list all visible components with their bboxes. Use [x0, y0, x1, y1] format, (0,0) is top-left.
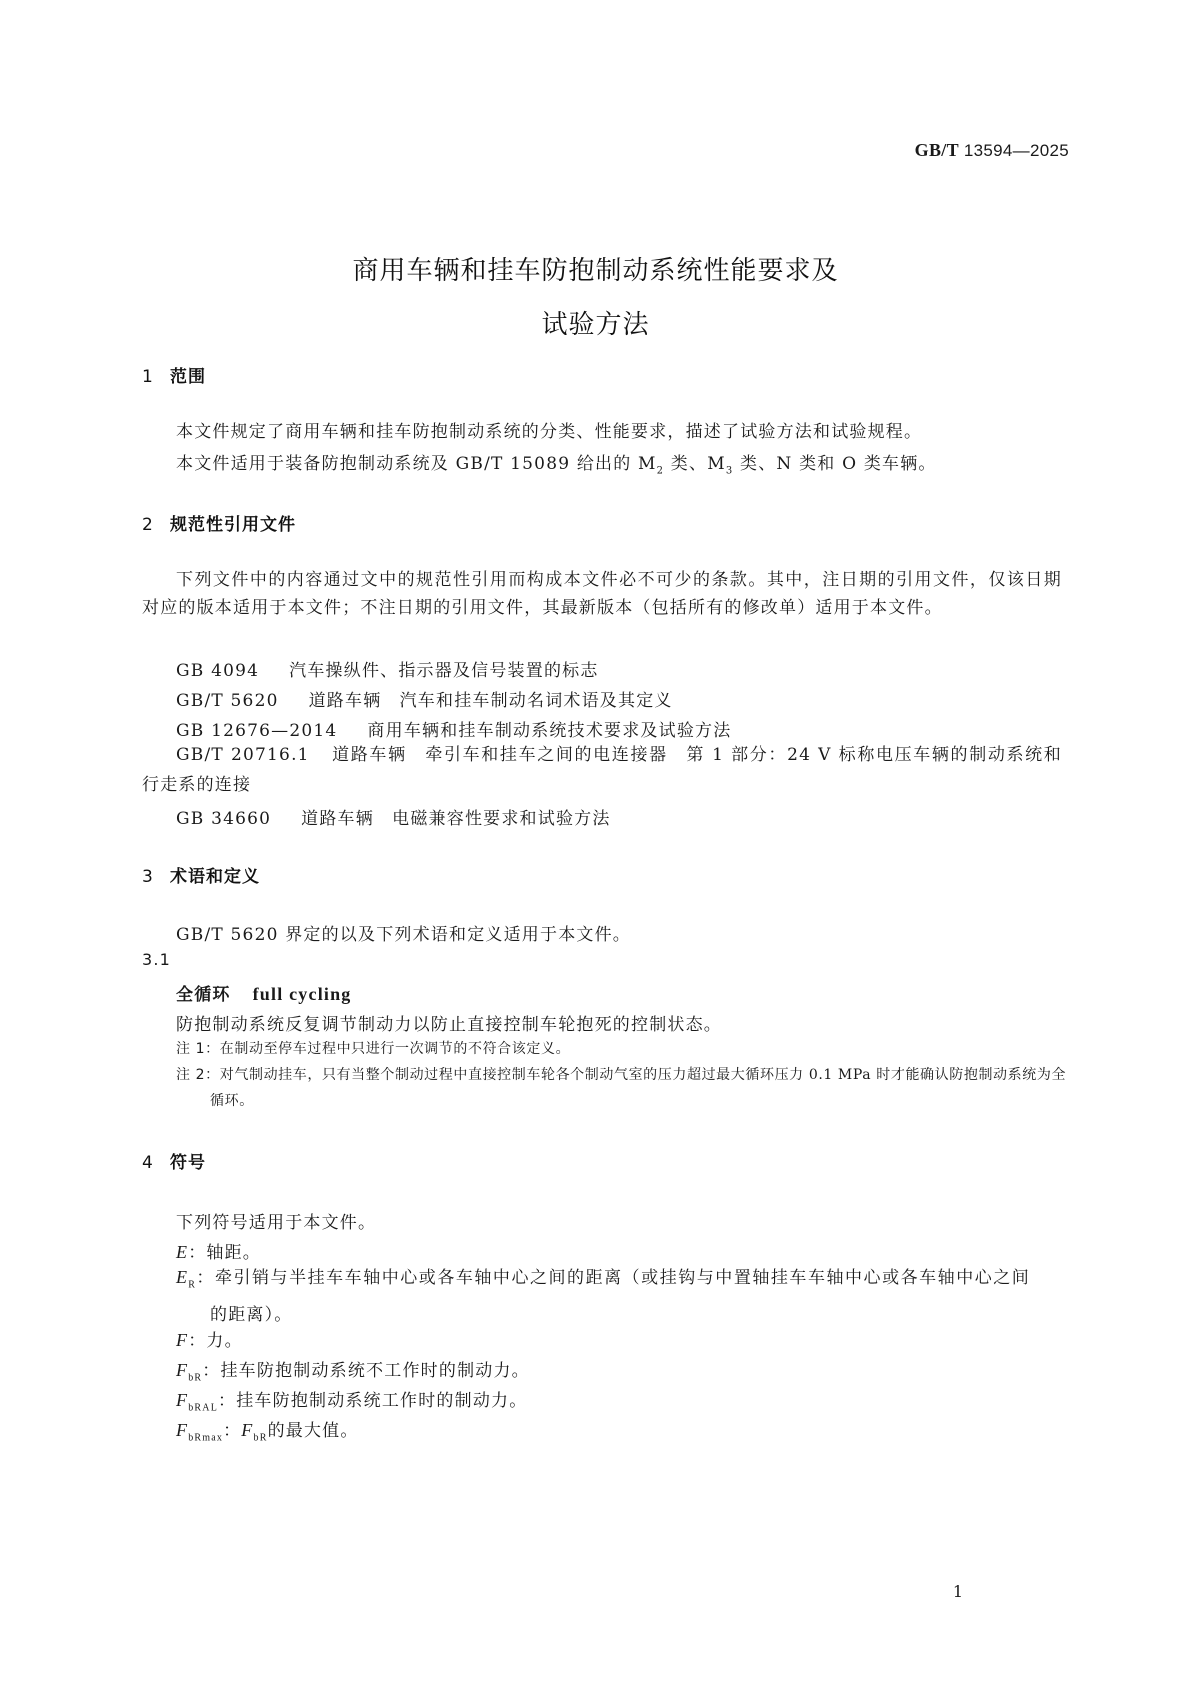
symbol-description: ：牵引销与半挂车车轴中心或各车轴中心之间的距离（或挂钩与中置轴挂车车轴中心或各车轴中心之间的距离）。 — [196, 1268, 1030, 1326]
symbol-description: ：挂车防抱制动系统工作时的制动力。 — [218, 1391, 528, 1411]
reference-title: 道路车辆 牵引车和挂车之间的电连接器 第 1 部分：24 V 标称电压车辆的制动系统和行走系的连接 — [142, 745, 1062, 795]
reference-title: 道路车辆 电磁兼容性要求和试验方法 — [301, 809, 611, 829]
section-number: 4 — [142, 1153, 154, 1173]
symbol: F — [176, 1390, 189, 1410]
scope-p2-text-a: 本文件适用于装备防抱制动系统及 GB/T 15089 给出的 M — [176, 454, 657, 474]
standard-prefix: GB/T — [914, 140, 959, 160]
title-line-2: 试验方法 — [541, 310, 650, 340]
symbol-description: ：挂车防抱制动系统不工作时的制动力。 — [202, 1361, 530, 1381]
symbol-description: ：轴距。 — [188, 1243, 262, 1263]
scope-p2-text-c: 类、N 类和 O 类车辆。 — [733, 454, 937, 474]
section-number: 2 — [142, 515, 154, 535]
document-title — [0, 244, 1191, 352]
note-1 — [176, 1036, 570, 1062]
note-text: 对气制动挂车，只有当整个制动过程中直接控制车轮各个制动气室的压力超过最大循环压力 0.1 MPa 时才能确认防抱制动系统为全循环。 — [210, 1067, 1067, 1109]
reference-code: GB/T 20716.1 — [176, 745, 310, 765]
section-number: 3 — [142, 867, 154, 887]
symbol: E — [176, 1267, 189, 1287]
reference-item — [176, 716, 731, 741]
symbol: F — [176, 1330, 189, 1350]
symbol: F — [176, 1420, 189, 1440]
section-4-heading — [142, 1148, 206, 1173]
title-line-1: 商用车辆和挂车防抱制动系统性能要求及 — [352, 256, 839, 286]
reference-title: 商用车辆和挂车制动系统技术要求及试验方法 — [367, 721, 732, 741]
symbol-item — [176, 1238, 261, 1263]
symbol-item — [176, 1416, 359, 1443]
section-number: 1 — [142, 367, 154, 387]
scope-p2-text-b: 类、M — [664, 454, 726, 474]
reference-item — [176, 804, 611, 829]
symbol-description: ： — [223, 1421, 242, 1441]
symbol-subscript: bR — [253, 1432, 268, 1444]
scope-paragraph-2 — [142, 448, 1062, 487]
symbol-subscript: bR — [188, 1372, 203, 1384]
note-label: 注 2： — [176, 1067, 220, 1083]
note-text: 在制动至停车过程中只进行一次调节的不符合该定义。 — [219, 1041, 571, 1057]
section-title: 规范性引用文件 — [170, 515, 296, 535]
terms-intro: GB/T 5620 界定的以及下列术语和定义适用于本文件。 — [176, 925, 632, 945]
scope-paragraph-1: 本文件规定了商用车辆和挂车防抱制动系统的分类、性能要求，描述了试验方法和试验规程。 — [176, 422, 923, 442]
symbol-subscript: R — [188, 1279, 197, 1291]
subscript-3: 3 — [725, 465, 734, 477]
section-title: 术语和定义 — [170, 867, 260, 887]
reference-item — [176, 686, 673, 711]
standard-number: 13594—2025 — [963, 141, 1069, 160]
symbol: E — [176, 1242, 189, 1262]
symbol-subscript: bRmax — [188, 1432, 224, 1444]
section-3-heading — [142, 862, 260, 887]
reference-item — [176, 656, 599, 681]
page-number: 1 — [952, 1582, 963, 1601]
term-english: full cycling — [252, 984, 352, 1004]
term-chinese: 全循环 — [176, 985, 231, 1005]
section-title: 范围 — [170, 367, 206, 387]
term-definition: 防抱制动系统反复调节制动力以防止直接控制车轮抱死的控制状态。 — [176, 1015, 722, 1035]
section-1-heading — [142, 362, 206, 387]
reference-code: GB/T 5620 — [176, 691, 279, 711]
reference-title: 道路车辆 汽车和挂车制动名词术语及其定义 — [308, 691, 673, 711]
symbol: F — [176, 1360, 189, 1380]
reference-item — [142, 740, 1062, 800]
note-label: 注 1： — [176, 1041, 220, 1057]
standard-code — [915, 140, 1069, 161]
reference-code: GB 4094 — [176, 661, 260, 681]
section-title: 符号 — [170, 1153, 206, 1173]
symbol-description: ：力。 — [188, 1331, 243, 1351]
term-entry — [176, 980, 352, 1005]
references-intro: 下列文件中的内容通过文中的规范性引用而构成本文件必不可少的条款。其中，注日期的引用文件，仅该日期对应的版本适用于本文件；不注日期的引用文件，其最新版本（包括所有的修改单）适用于本文件。 — [142, 570, 1062, 618]
symbols-intro: 下列符号适用于本文件。 — [176, 1213, 377, 1233]
symbol-description: 的最大值。 — [267, 1421, 359, 1441]
symbol-item — [176, 1386, 527, 1413]
reference-code: GB 12676—2014 — [176, 721, 338, 741]
symbol-item — [176, 1326, 243, 1351]
symbol-subscript: bRAL — [188, 1402, 219, 1414]
reference-title: 汽车操纵件、指示器及信号装置的标志 — [289, 661, 599, 681]
reference-code: GB 34660 — [176, 809, 272, 829]
symbol-item — [176, 1356, 530, 1383]
section-2-heading — [142, 510, 296, 535]
symbol-item — [176, 1262, 1030, 1330]
note-2 — [176, 1062, 1072, 1114]
subscript-2: 2 — [656, 465, 665, 477]
term-number: 3.1 — [142, 950, 172, 969]
symbol-reference: F — [241, 1420, 254, 1440]
